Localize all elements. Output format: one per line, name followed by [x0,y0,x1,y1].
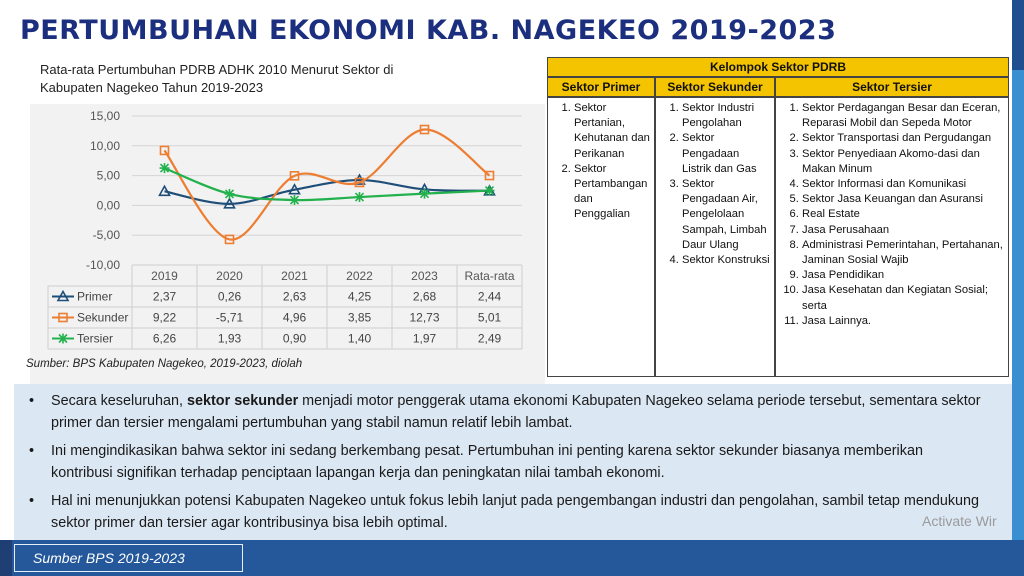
x-tick-label: 2022 [346,269,373,283]
summary-text: Secara keseluruhan, [51,393,187,409]
sekunder-list [656,101,770,268]
right-accent-bar-top [1012,0,1024,70]
x-tick-label: 2019 [151,269,178,283]
page-title: PERTUMBUHAN EKONOMI KAB. NAGEKEO 2019-2023 [20,15,837,46]
list-item: 11. Jasa Lainnya. [802,314,1004,329]
summary-text: menjadi motor penggerak utama ekonomi Kabupaten Nagekeo selama periode tersebut, sementara sektor primer dan tersier mengalami pertumbuhan yang stabil namun relatif lebih lambat. [51,393,981,431]
data-label: 1,93 [217,331,242,346]
data-label: 1,97 [412,331,437,346]
data-label: 0,90 [282,331,307,346]
y-tick-label: 15,00 [89,109,120,123]
col-body-tersier [775,97,1009,377]
list-item: 10. Jasa Kesehatan dan Kegiatan Sosial; serta [802,283,1004,313]
chart-title-line1: Rata-rata Pertumbuhan PDRB ADHK 2010 Menurut Sektor di [40,62,394,77]
series-point-tersier [160,163,170,173]
legend-label: Sekunder [77,310,129,325]
footer-source: Sumber BPS 2019-2023 [14,544,243,572]
summary-panel [14,384,1012,540]
bullet-icon: • [29,443,35,459]
col-header-primer: Sektor Primer [547,77,655,97]
series-point-tersier [420,189,430,199]
summary-item-3 [29,490,982,534]
list-item: 5. Sektor Jasa Keuangan dan Asuransi [802,192,1004,207]
list-item: 3. Sektor Penyediaan Akomo-dasi dan Makan Minum [802,147,1004,177]
list-item: 4. Sektor Konstruksi [682,253,770,268]
series-point-tersier [485,186,495,196]
data-label: 12,73 [409,310,440,325]
col-body-sekunder [655,97,775,377]
data-label: 2,49 [477,331,502,346]
data-label: 5,01 [477,310,502,325]
data-label: 2,63 [282,289,307,304]
series-point-primer [160,186,170,195]
list-item: 8. Administrasi Pemerintahan, Pertahanan, Jaminan Sosial Wajib [802,238,1004,268]
x-tick-label: Rata-rata [464,269,515,283]
data-label: 3,85 [347,310,372,325]
list-item: 4. Sektor Informasi dan Komunikasi [802,177,1004,192]
list-item: 1. Sektor Perdagangan Besar dan Eceran, Reparasi Mobil dan Sepeda Motor [802,101,1004,131]
list-item: 1. Sektor Industri Pengolahan [682,101,770,131]
data-label: -5,71 [215,310,244,325]
data-label: 6,26 [152,331,177,346]
bullet-icon: • [29,393,35,409]
legend-label: Tersier [77,331,114,346]
chart-figure [26,57,546,377]
summary-item-2 [29,440,982,484]
primer-list [548,101,650,223]
data-label: 4,25 [347,289,372,304]
x-tick-label: 2020 [216,269,243,283]
list-item: 6. Real Estate [802,207,1004,222]
data-label: 0,26 [217,289,242,304]
summary-list [14,384,1012,534]
y-tick-label: -5,00 [92,228,120,243]
legend-marker-tersier [58,334,68,344]
data-label: 4,96 [282,310,307,325]
summary-item-1 [29,390,982,434]
y-tick-label: 5,00 [96,168,120,183]
table-header: Kelompok Sektor PDRB [547,57,1009,77]
summary-emphasis: sektor sekunder [187,393,299,409]
summary-text: Ini mengindikasikan bahwa sektor ini sedang berkembang pesat. Pertumbuhan ini penting karena sektor sekunder biasanya memberikan kontribusi signifikan terhadap penciptaan lapangan kerja dan peningkatan nilai tambah ekonomi. [51,443,923,481]
col-header-sekunder: Sektor Sekunder [655,77,775,97]
list-item: 3. Sektor Pengadaan Air, Pengelolaan Sampah, Limbah Daur Ulang [682,177,770,253]
footer-strip-accent [0,540,12,576]
col-body-primer [547,97,655,377]
list-item: 7. Jasa Perusahaan [802,223,1004,238]
series-point-tersier [225,189,235,199]
data-label: 1,40 [347,331,372,346]
chart-svg [30,104,545,354]
y-tick-label: -10,00 [85,258,120,272]
series-point-tersier [355,192,365,202]
y-tick-label: 10,00 [89,138,120,153]
list-item: 2. Sektor Pengadaan Listrik dan Gas [682,131,770,177]
chart-title-line2: Kabupaten Nagekeo Tahun 2019-2023 [40,80,264,95]
chart-source: Sumber: BPS Kabupaten Nagekeo, 2019-2023, diolah [26,358,303,370]
list-item: 9. Jasa Pendidikan [802,268,1004,283]
bullet-icon: • [29,493,35,509]
data-label: 2,44 [477,289,502,304]
right-accent-bar [1012,0,1024,576]
data-label: 2,37 [152,289,177,304]
list-item: 2. Sektor Transportasi dan Pergudangan [802,131,1004,146]
series-point-tersier [290,195,300,205]
data-label: 9,22 [152,310,177,325]
col-header-tersier: Sektor Tersier [775,77,1009,97]
activation-watermark: Activate Wir [922,513,997,529]
list-item: 1. Sektor Pertanian, Kehutanan dan Perikanan [574,101,650,162]
tersier-list [776,101,1004,329]
x-tick-label: 2023 [411,269,438,283]
summary-text: Hal ini menunjukkan potensi Kabupaten Nagekeo untuk fokus lebih lanjut pada pengembangan industri dan pengolahan, sambil tetap mendukung sektor primer dan tersier agar kontribusinya bisa lebih optimal. [51,493,980,531]
sector-table [547,57,1009,377]
data-label: 2,68 [412,289,437,304]
y-tick-label: 0,00 [96,198,120,213]
list-item: 2. Sektor Pertambangan dan Penggalian [574,162,650,223]
x-tick-label: 2021 [281,269,308,283]
chart-title [40,61,460,97]
legend-label: Primer [77,289,113,304]
